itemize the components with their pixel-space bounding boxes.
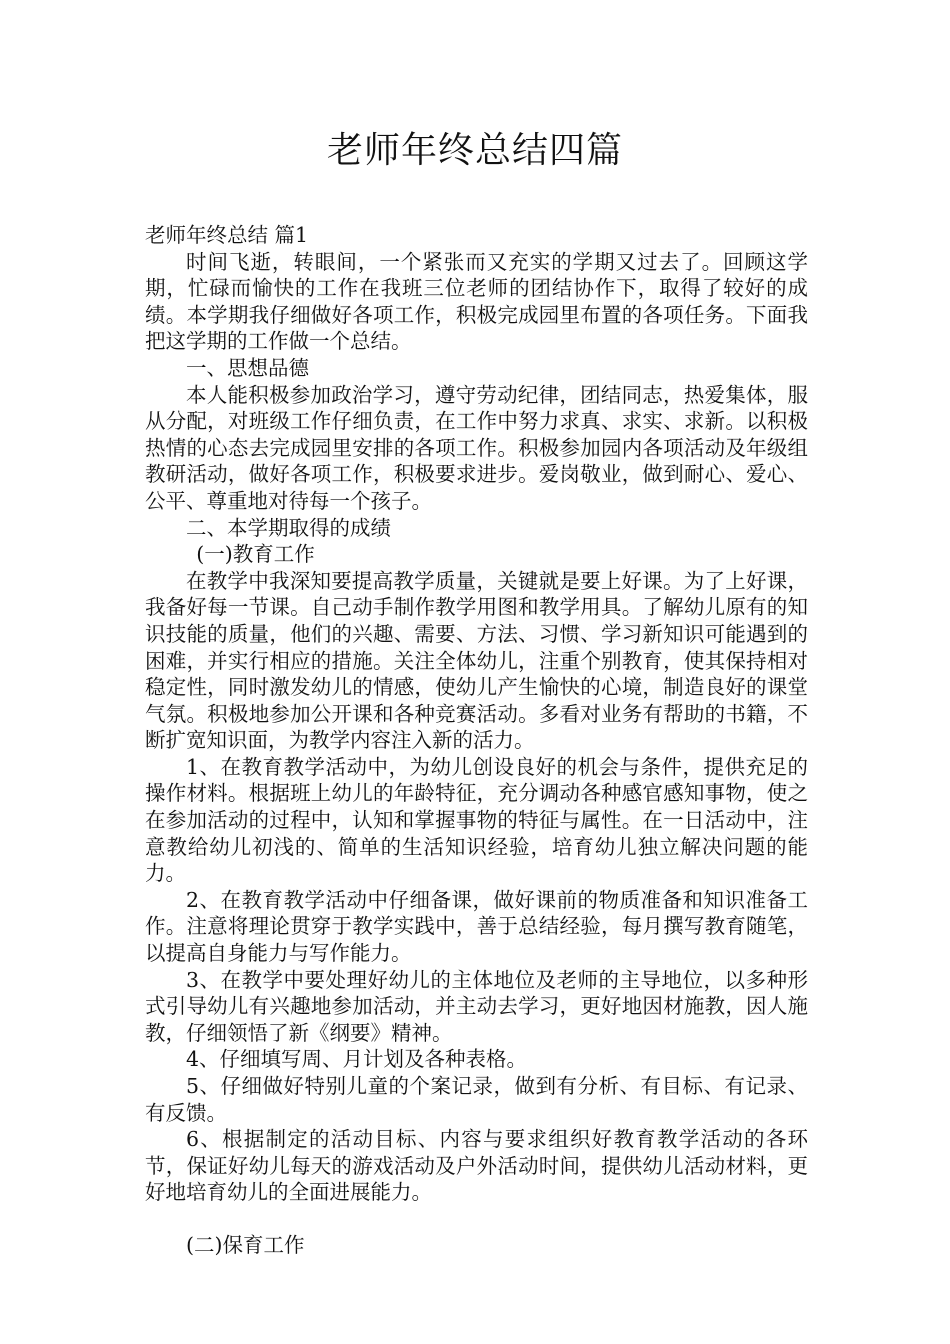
heading-care-work: (二)保育工作: [186, 1232, 305, 1257]
list-item-1: 1、在教育教学活动中，为幼儿创设良好的机会与条件，提供充足的操作材料。根据班上幼儿的年龄特征，充分调动各种感官感知事物，使之在参加活动的过程中，认知和掌握事物的特征与属性。在一日活动中，注意教给幼儿初浅的、简单的生活知识经验，培育幼儿独立解决问题的能力。: [145, 754, 808, 886]
list-item-4: 4、仔细填写周、月计划及各种表格。: [186, 1047, 528, 1072]
section-heading: 老师年终总结 篇1: [145, 223, 309, 247]
document-body: [145, 222, 808, 1259]
list-item-3: 3、在教学中要处理好幼儿的主体地位及老师的主导地位，以多种形式引导幼儿有兴趣地参加活动，并主动去学习，更好地因材施教，因人施教，仔细领悟了新《纲要》精神。: [145, 967, 808, 1045]
document-title: 老师年终总结四篇: [326, 130, 623, 171]
paragraph-intro: 时间飞逝，转眼间，一个紧张而又充实的学期又过去了。回顾这学期，忙碌而愉快的工作在我班三位老师的团结协作下，取得了较好的成绩。本学期我仔细做好各项工作，积极完成园里布置的各项任务。下面我把这学期的工作做一个总结。: [145, 249, 808, 354]
list-item-6: 6、根据制定的活动目标、内容与要求组织好教育教学活动的各环节，保证好幼儿每天的游戏活动及户外活动时间，提供幼儿活动材料，更好地培育幼儿的全面进展能力。: [145, 1127, 808, 1205]
paragraph-teaching: 在教学中我深知要提高教学质量，关键就是要上好课。为了上好课，我备好每一节课。自己动手制作教学用图和教学用具。了解幼儿原有的知识技能的质量，他们的兴趣、需要、方法、习惯、学习新知识可能遇到的困难，并实行相应的措施。关注全体幼儿，注重个别教育，使其保持相对稳定性，同时激发幼儿的情感，使幼儿产生愉快的心境，制造良好的课堂气氛。积极地参加公开课和各种竞赛活动。多看对业务有帮助的书籍，不断扩宽知识面，为教学内容注入新的活力。: [145, 568, 808, 753]
paragraph-ideology: 本人能积极参加政治学习，遵守劳动纪律，团结同志，热爱集体，服从分配，对班级工作仔细负责，在工作中努力求真、求实、求新。以积极热情的心态去完成园里安排的各项工作。积极参加园内各项活动及年级组教研活动，做好各项工作，积极要求进步。爱岗敬业，做到耐心、爱心、公平、尊重地对待每一个孩子。: [145, 382, 808, 513]
list-item-2: 2、在教育教学活动中仔细备课，做好课前的物质准备和知识准备工作。注意将理论贯穿于教学实践中，善于总结经验，每月撰写教育随笔，以提高自身能力与写作能力。: [145, 887, 808, 966]
heading-achievements: 二、本学期取得的成绩: [186, 515, 391, 540]
list-item-5: 5、仔细做好特别儿童的个案记录，做到有分析、有目标、有记录、有反馈。: [145, 1074, 808, 1125]
heading-education-work: (一)教育工作: [196, 542, 315, 567]
heading-ideology: 一、思想品德: [186, 355, 309, 380]
